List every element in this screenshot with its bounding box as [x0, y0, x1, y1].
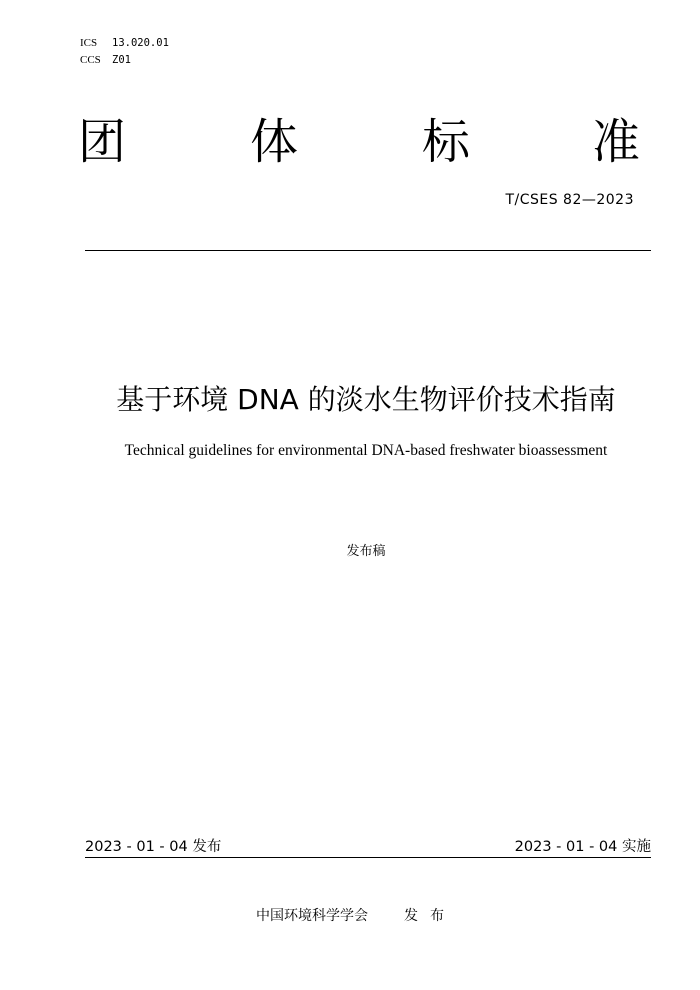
standard-type-title [78, 112, 640, 176]
publisher-action: 发布 [404, 908, 456, 924]
top-divider [85, 250, 651, 251]
standard-type-char-1: 团 [78, 114, 127, 170]
standard-type-char-4: 准 [592, 114, 641, 170]
document-title-english: Technical guidelines for environmental DNA-based freshwater bioassessment [124, 442, 608, 459]
draft-status-label: 发布稿 [346, 544, 386, 559]
ics-code [80, 36, 169, 50]
standard-type-char-2: 体 [250, 114, 299, 170]
publish-date: 2023 - 01 - 04 发布 [85, 839, 222, 855]
bottom-divider [85, 857, 651, 858]
ccs-code [80, 53, 131, 67]
standard-type-char-3: 标 [422, 114, 471, 170]
document-title-chinese: 基于环境 DNA 的淡水生物评价技术指南 [116, 383, 616, 416]
ics-label: ICS [80, 37, 98, 49]
publisher-line [256, 905, 456, 925]
ccs-label: CCS [80, 54, 101, 66]
publisher-org: 中国环境科学学会 [256, 908, 368, 924]
implement-date: 2023 - 01 - 04 实施 [514, 839, 651, 855]
ccs-value: Z01 [112, 54, 131, 66]
standard-number: T/CSES 82—2023 [505, 192, 634, 208]
ics-value: 13.020.01 [112, 37, 169, 49]
